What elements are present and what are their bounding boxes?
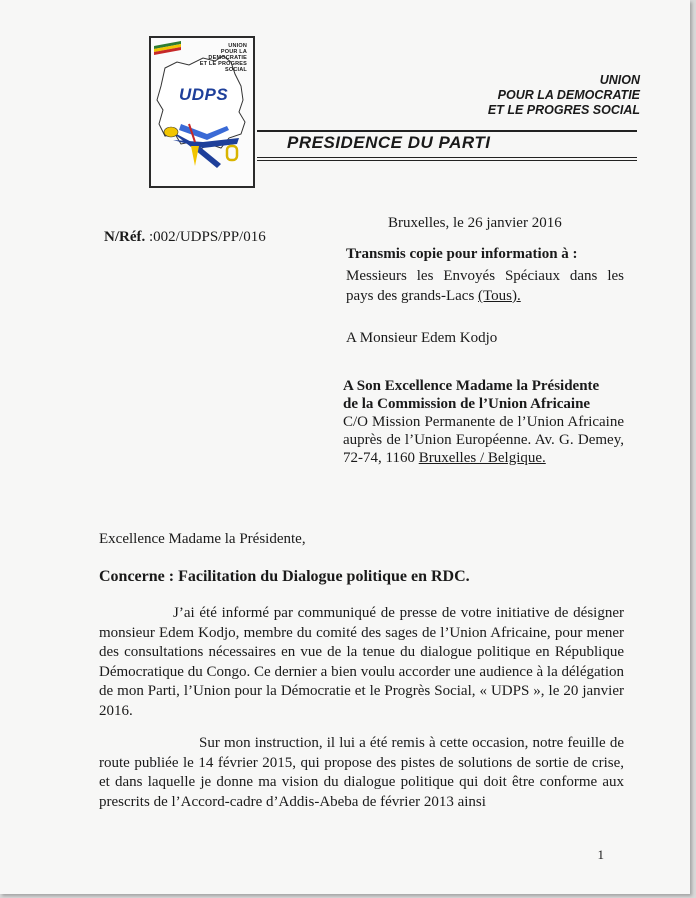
paragraph-2 [99,734,624,812]
logo-acronym: UDPS [179,85,229,104]
addressee-heading [343,377,599,413]
addressee-body [343,413,624,467]
letterhead-rule-bottom-2 [257,160,637,161]
page-number: 1 [597,847,604,862]
addressee-line2: de la Commission de l’Union Africaine [343,396,591,412]
salutation: Excellence Madame la Présidente, [99,531,306,547]
reference-value: :002/UDPS/PP/016 [145,229,266,245]
letterhead-presidence: PRESIDENCE DU PARTI [287,133,491,152]
letter-date: Bruxelles, le 26 janvier 2016 [388,215,562,231]
logo-org-name [183,43,247,73]
addressee-line1: A Son Excellence Madame la Présidente [343,378,600,394]
paragraph-1 [99,604,624,721]
addressee-underlined: Bruxelles / Belgique. [418,450,546,466]
udps-logo [149,36,255,188]
transmis-text: Messieurs les Envoyés Spéciaux dans les pays des grands-Lacs [346,268,624,304]
letterhead-org-name [488,73,640,118]
transmis-underlined: (Tous). [478,288,521,304]
paragraph-1-text: J’ai été informé par communiqué de presse de votre initiative de désigner monsieur Edem Kodjo, membre du comité des sages de l’Union Africaine, pour mener des consultations nécessaires en vue de la tenue du dialogue politique en République Démocratique du Congo. Ce dernier a bien voulu accorder une audience à la délégation de mon Parti, l’Union pour la Démocratie et le Progrès Social, « UDPS », le 20 janvier 2016. [99,605,624,719]
org-line2: POUR LA DEMOCRATIE [497,88,640,102]
reference-number [104,229,266,246]
org-line1: UNION [599,73,640,87]
logo-org-line3: ET LE PROGRES SOCIAL [199,61,247,73]
logo-org-line1: UNION [228,43,247,49]
letterhead-rule-bottom [257,157,637,158]
letterhead-rule-top [257,130,637,132]
paragraph-2-text: Sur mon instruction, il lui a été remis à cette occasion, notre feuille de route publiée le 14 février 2015, qui propose des pistes de solutions de sortie de crise, et dans laquelle je donne ma vision du dialogue politique qui doit être conforme aux prescrits de l’Accord-cadre d’Addis-Abeba de février 2013 ainsi [99,735,624,810]
subject-line: Concerne : Facilitation du Dialogue politique en RDC. [99,568,470,585]
copy-recipient: A Monsieur Edem Kodjo [346,330,498,346]
org-line3: ET LE PROGRES SOCIAL [487,103,640,117]
addressee-text: C/O Mission Permanente de l’Union Africaine auprès de l’Union Européenne. Av. G. Demey, 72-74, 1160 [343,414,624,466]
transmis-heading: Transmis copie pour information à : [346,246,578,262]
logo-org-line2: POUR LA DEMOCRATIE [208,49,247,61]
reference-label: N/Réf. [104,229,146,245]
transmis-body [346,266,624,306]
